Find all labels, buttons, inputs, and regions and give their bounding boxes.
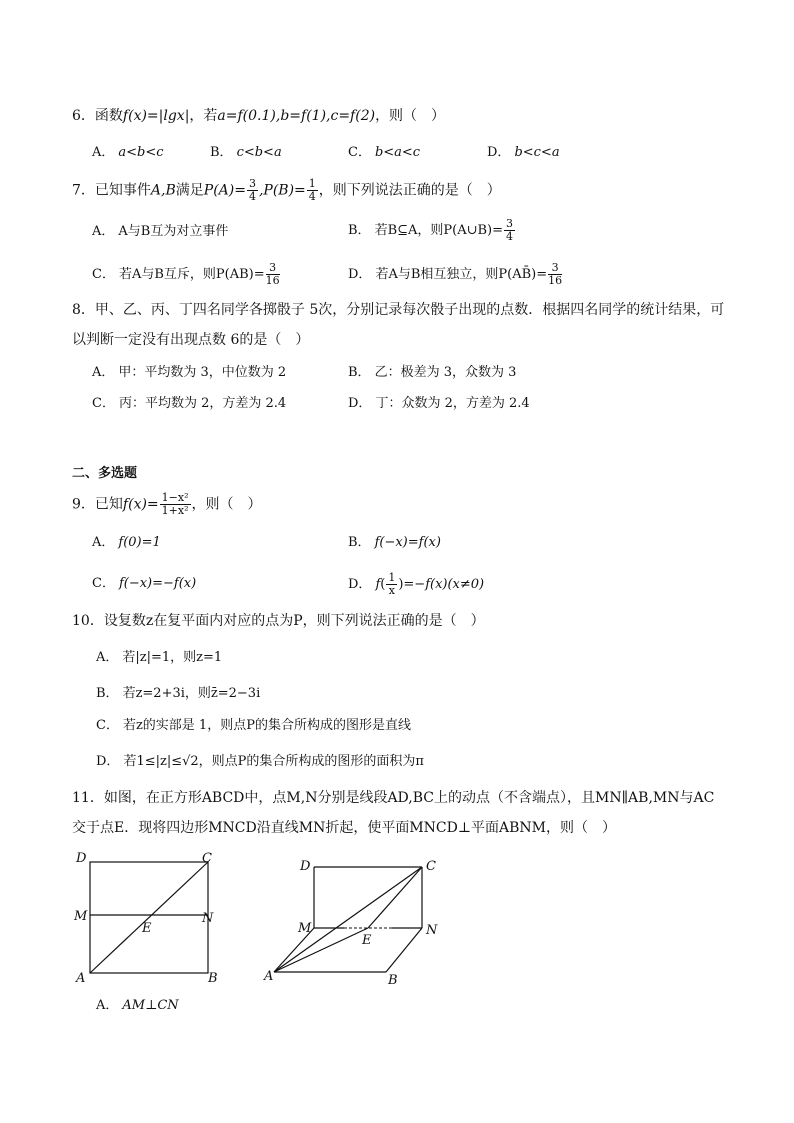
q11-option-a[interactable]: A． AM⊥CN bbox=[96, 998, 179, 1013]
label-E: E bbox=[362, 933, 372, 948]
q6-option-a[interactable]: A． a<b<c bbox=[92, 145, 164, 160]
question-11-stem-line1: 11．如图，在正方形ABCD中，点M,N分别是线段AD,BC上的动点（不含端点），且MN∥AB,MN与AC bbox=[72, 790, 715, 806]
label-B: B bbox=[208, 971, 218, 986]
fraction: $\frac{1}{4}$ bbox=[308, 177, 316, 203]
fraction: $\frac{\text{1−x²}}{\text{1+x²}}$ bbox=[161, 491, 189, 517]
label-N: N bbox=[426, 923, 438, 938]
q8-option-b[interactable]: B． 乙：极差为 3，众数为 3 bbox=[348, 365, 517, 380]
q6-option-d[interactable]: D． b<c<a bbox=[487, 145, 560, 160]
label-M: M bbox=[74, 909, 88, 924]
label-N: N bbox=[202, 911, 214, 926]
question-9-stem: 9．已知f(x)= $\frac{\text{1−x²}}{\text{1+x²}}$ ，则（ ） bbox=[72, 491, 262, 517]
label-D: D bbox=[76, 851, 87, 866]
question-10-stem: 10．设复数z在复平面内对应的点为P，则下列说法正确的是（ ） bbox=[72, 613, 485, 629]
label-A: A bbox=[264, 969, 274, 984]
question-8-stem-line2: 以判断一定没有出现点数 6的是（ ） bbox=[72, 332, 310, 348]
q7-option-d[interactable]: D． 若A与B相互独立，则P(AB̄)= $\frac{3}{16}$ bbox=[348, 261, 563, 287]
fraction: $\frac{3}{16}$ bbox=[265, 261, 280, 287]
label-C: C bbox=[426, 859, 436, 874]
q9-option-d[interactable]: D． f( $\frac{1}{x}$ )=−f(x)(x≠0) bbox=[348, 571, 485, 597]
q7-option-c[interactable]: C． 若A与B互斥，则P(AB)= $\frac{3}{16}$ bbox=[92, 261, 280, 287]
q10-option-c[interactable]: C． 若z的实部是 1，则点P的集合所构成的图形是直线 bbox=[96, 718, 411, 733]
q10-option-d[interactable]: D． 若1≤|z|≤√2，则点P的集合所构成的图形的面积为π bbox=[96, 754, 424, 769]
q9-option-c[interactable]: C． f(−x)=−f(x) bbox=[92, 576, 197, 591]
label-E: E bbox=[142, 921, 152, 936]
q8-option-c[interactable]: C． 丙：平均数为 2，方差为 2.4 bbox=[92, 396, 287, 411]
label-A: A bbox=[76, 971, 86, 986]
question-8-stem-line1: 8．甲、乙、丙、丁四名同学各掷骰子 5次，分别记录每次骰子出现的点数．根据四名同学的统计结果，可 bbox=[72, 302, 725, 318]
question-6-stem: 6．函数f(x)=|lgx|，若a=f(0.1),b=f(1),c=f(2)，则（ ） bbox=[72, 108, 446, 124]
q8-option-d[interactable]: D． 丁：众数为 2，方差为 2.4 bbox=[348, 396, 530, 411]
figure-folded bbox=[262, 852, 462, 992]
label-D: D bbox=[300, 859, 311, 874]
fraction: $\frac{3}{4}$ bbox=[506, 217, 514, 243]
q7-option-b[interactable]: B． 若B⊆A，则P(A∪B)= $\frac{3}{4}$ bbox=[348, 217, 514, 243]
label-M: M bbox=[298, 921, 312, 936]
q7-option-a[interactable]: A． A与B互为对立事件 bbox=[92, 224, 229, 239]
q10-option-a[interactable]: A． 若|z|=1，则z=1 bbox=[96, 650, 223, 665]
q9-option-b[interactable]: B． f(−x)=f(x) bbox=[348, 535, 441, 550]
fraction: $\frac{3}{16}$ bbox=[548, 261, 563, 287]
question-7-stem: 7．已知事件A,B满足P(A)= $\frac{3}{4}$ ,P(B)= $\frac{1}{4}$ ，则下列说法正确的是（ ） bbox=[72, 177, 501, 203]
figure-square bbox=[70, 848, 230, 988]
q10-option-b[interactable]: B． 若z=2+3i，则z̄=2−3i bbox=[96, 686, 261, 701]
question-11-stem-line2: 交于点E．现将四边形MNCD沿直线MN折起，使平面MNCD⊥平面ABNM，则（ ） bbox=[72, 820, 616, 836]
section-title: 二、多选题 bbox=[72, 466, 138, 481]
label-B: B bbox=[388, 973, 398, 988]
q8-option-a[interactable]: A． 甲：平均数为 3，中位数为 2 bbox=[92, 365, 287, 380]
q9-option-a[interactable]: A． f(0)=1 bbox=[92, 535, 161, 550]
q6-option-c[interactable]: C． b<a<c bbox=[348, 145, 421, 160]
fraction: $\frac{1}{x}$ bbox=[388, 571, 396, 597]
label-C: C bbox=[202, 851, 212, 866]
q6-option-b[interactable]: B． c<b<a bbox=[210, 145, 282, 160]
fraction: $\frac{3}{4}$ bbox=[248, 177, 256, 203]
